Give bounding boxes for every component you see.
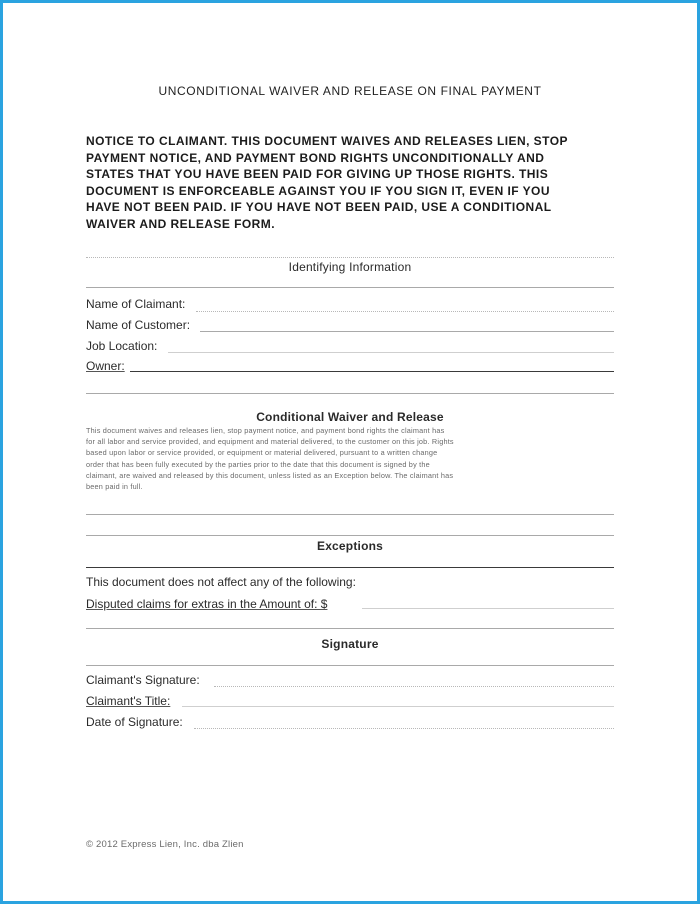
- claimants-signature-field[interactable]: [214, 686, 614, 687]
- conditional-waiver-heading: Conditional Waiver and Release: [256, 410, 444, 424]
- body-line: claimant, are waived and released by this document, unless listed as an Exception below. The claimant has: [86, 470, 454, 480]
- body-line: based upon labor or service provided, or equipment or material delivered, pursuant to a written change: [86, 448, 438, 458]
- date-of-signature-label: Date of Signature:: [86, 715, 183, 729]
- name-of-claimant-field[interactable]: [196, 311, 614, 312]
- notice-line: NOTICE TO CLAIMANT. THIS DOCUMENT WAIVES AND RELEASES LIEN, STOP: [86, 134, 568, 148]
- section-divider: [86, 665, 614, 666]
- section-divider: [86, 535, 614, 536]
- notice-line: DOCUMENT IS ENFORCEABLE AGAINST YOU IF YOU SIGN IT, EVEN IF YOU: [86, 183, 550, 198]
- signature-heading: Signature: [321, 637, 379, 651]
- section-divider: [86, 257, 614, 258]
- notice-line: STATES THAT YOU HAVE BEEN PAID FOR GIVING UP THOSE RIGHTS. THIS: [86, 167, 549, 181]
- document-title: UNCONDITIONAL WAIVER AND RELEASE ON FINAL PAYMENT: [158, 84, 542, 98]
- exceptions-heading: Exceptions: [316, 539, 384, 553]
- name-of-customer-field[interactable]: [200, 331, 614, 332]
- body-line: been paid in full.: [86, 482, 143, 492]
- job-location-label: Job Location:: [86, 339, 158, 353]
- identifying-information-heading: Identifying Information: [288, 260, 412, 274]
- exceptions-intro: This document does not affect any of the following:: [86, 575, 356, 589]
- body-line: order that has been fully executed by the parties prior to the date that this document is signed by the: [86, 459, 430, 469]
- notice-line: PAYMENT NOTICE, AND PAYMENT BOND RIGHTS UNCONDITIONALLY AND: [86, 150, 545, 165]
- date-of-signature-field[interactable]: [194, 728, 614, 729]
- notice-to-claimant: [86, 133, 626, 232]
- section-divider: [86, 567, 614, 568]
- copyright-footer: © 2012 Express Lien, Inc. dba Zlien: [86, 839, 244, 850]
- notice-line: HAVE NOT BEEN PAID. IF YOU HAVE NOT BEEN PAID, USE A CONDITIONAL: [86, 200, 552, 214]
- body-line: for all labor and service provided, and equipment and material delivered, to the customer on this job. Rights: [86, 437, 454, 447]
- owner-label: Owner:: [86, 359, 125, 373]
- claimants-title-field[interactable]: [182, 706, 614, 707]
- name-of-claimant-label: Name of Claimant:: [86, 297, 186, 311]
- claimants-title-label: Claimant's Title:: [86, 694, 171, 708]
- section-divider: [86, 628, 614, 629]
- name-of-customer-label: Name of Customer:: [86, 318, 191, 332]
- job-location-field[interactable]: [168, 352, 614, 353]
- section-divider: [86, 514, 614, 515]
- claimants-signature-label: Claimant's Signature:: [86, 673, 200, 687]
- disputed-claims-amount-field[interactable]: [362, 608, 614, 609]
- section-divider: [86, 287, 614, 288]
- disputed-claims-label: Disputed claims for extras in the Amount of: $: [86, 597, 328, 611]
- body-line: This document waives and releases lien, stop payment notice, and payment bond rights the claimant has: [86, 426, 445, 435]
- notice-line: WAIVER AND RELEASE FORM.: [86, 216, 276, 231]
- conditional-waiver-body: [86, 425, 618, 492]
- owner-field[interactable]: [130, 371, 614, 372]
- section-divider: [86, 393, 614, 394]
